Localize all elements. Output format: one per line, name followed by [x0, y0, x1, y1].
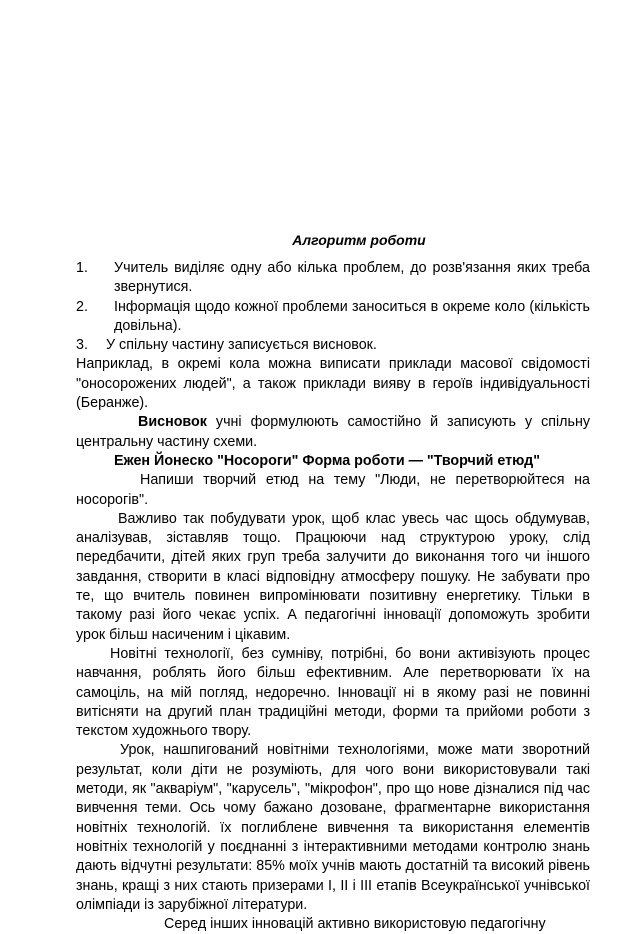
section-title: Алгоритм роботи	[292, 232, 426, 248]
paragraph-4: Серед інших інновацій активно використовую педагогічну	[164, 916, 546, 933]
list-text-first-line: Учитель виділяє одну або кілька проблем, до розв'язання яких треба звернутися.	[114, 260, 590, 296]
list-text: Інформація щодо кожної проблеми заноситься в окреме коло (кількість довільна).	[114, 298, 590, 334]
lesson-heading: Ежен Йонеско "Носороги" Форма роботи — "Творчий етюд"	[114, 452, 541, 469]
conclusion-label: Висновок	[138, 414, 207, 431]
example-paragraph: Наприклад, в окремі кола можна виписати приклади масової свідомості "оносорожених людей", а також приклади вияву в героїв індивідуальності (Беранже).	[76, 356, 590, 412]
document-body	[76, 259, 590, 934]
list-item	[76, 259, 590, 298]
list-number: 2.	[76, 298, 88, 315]
list-text: У спільну частину записується висновок.	[106, 337, 377, 354]
list-number: 1.	[76, 260, 88, 276]
list-item	[76, 336, 590, 355]
task-paragraph: Напиши творчий етюд на тему "Люди, не перетворюйтеся на носорогів".	[76, 472, 590, 508]
conclusion-text: учні формулюють самостійно й записують у спільну центральну частину схеми.	[76, 414, 590, 450]
list-item	[76, 298, 590, 337]
paragraph-1: Важливо так побудувати урок, щоб клас увесь час щось обдумував, аналізував, зіставляв тощо. Працюючи над структурою уроку, слід передбачити, дітей яких груп треба залучити до виконання того чи іншого завдання, створити в класі відповідну атмосферу пошуку. Не забувати про те, що вчитель повинен випромінювати позитивну енергетику. Тільки в такому разі його чекає успіх. А педагогічні інновації допоможуть зробити урок більш насиченим і цікавим.	[76, 510, 590, 643]
conclusion-paragraph	[76, 413, 590, 452]
paragraph-3: Урок, нашпигований новітніми технологіями, може мати зворотний результат, коли діти не розуміють, для чого вони використовували такі методи, як "акваріум", "карусель", "мікрофон", про що нове дізналися під час вивчення теми. Ось чому бажано дозоване, фрагментарне використання новітніх технологій. їх поглиблене вивчення та використання елементів новітніх технологій у поєднанні з інтерактивними методами контролю знань дають відчутні результати: 85% моїх учнів мають достатній та високий рівень знань, кращі з них стають призерами І, ІІ і ІІІ етапів Всеукраїнської учнівської олімпіади із зарубіжної літератури.	[76, 742, 590, 913]
paragraph-2: Новітні технології, без сумніву, потрібні, бо вони активізують процес навчання, роблять його більш ефективним. Але перетворювати їх на самоціль, на мій погляд, недоречно. Інновації ні в якому разі не повинні витісняти на другий план традиційні методи, форми та прийоми роботи з текстом художнього твору.	[76, 645, 590, 740]
list-number: 3.	[76, 337, 88, 354]
